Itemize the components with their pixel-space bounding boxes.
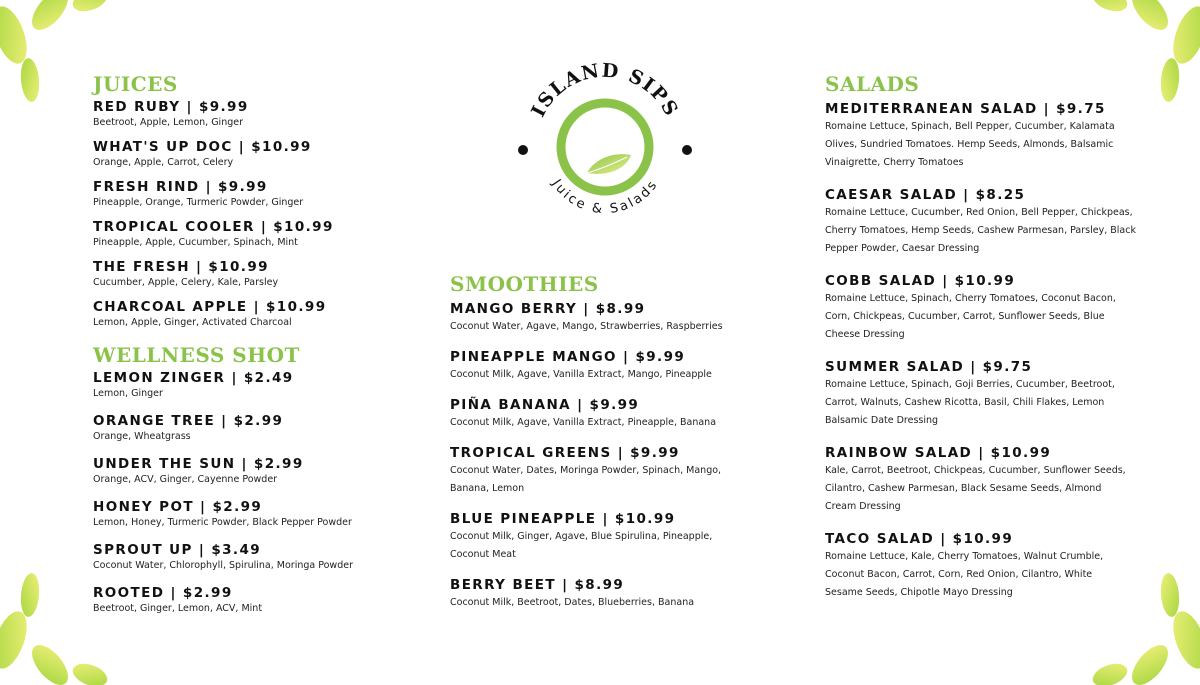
item-desc: Romaine Lettuce, Cucumber, Red Onion, Bell Pepper, Chickpeas, Cherry Tomatoes, Hemp Seeds, Cashew Parmesan, Parsley, Black Pepper Powder, Caesar Dressing xyxy=(825,207,1136,254)
item-desc: Cucumber, Apple, Celery, Kale, Parsley xyxy=(93,277,279,288)
menu-item-shot xyxy=(93,541,423,572)
logo-tagline: Juice & Salads xyxy=(548,176,662,218)
item-name: ORANGE TREE | $2.99 xyxy=(93,413,284,429)
item-desc: Romaine Lettuce, Spinach, Goji Berries, Cucumber, Beetroot, Carrot, Walnuts, Cashew Ricotta, Basil, Chili Flakes, Lemon Balsamic Date Dressing xyxy=(825,379,1115,426)
menu-item-juice xyxy=(93,98,423,129)
item-desc: Coconut Milk, Agave, Vanilla Extract, Mango, Pineapple xyxy=(450,369,712,380)
item-name: WHAT'S UP DOC | $10.99 xyxy=(93,139,312,155)
menu-item-smoothie xyxy=(450,576,790,612)
item-desc: Romaine Lettuce, Spinach, Cherry Tomatoes, Coconut Bacon, Corn, Chickpeas, Cucumber, Carrot, Sunflower Seeds, Blue Cheese Dressing xyxy=(825,293,1116,340)
item-desc: Orange, Apple, Carrot, Celery xyxy=(93,157,234,168)
item-desc: Coconut Milk, Agave, Vanilla Extract, Pineapple, Banana xyxy=(450,417,717,428)
item-name: TROPICAL GREENS | $9.99 xyxy=(450,445,680,461)
item-name: TACO SALAD | $10.99 xyxy=(825,531,1014,547)
menu-item-juice xyxy=(93,138,423,169)
item-name: SPROUT UP | $3.49 xyxy=(93,542,262,558)
menu-item-juice xyxy=(93,218,423,249)
menu-item-salad xyxy=(825,358,1185,430)
menu-item-salad xyxy=(825,100,1185,172)
salads-title: SALADS xyxy=(825,72,920,96)
menu-item-juice xyxy=(93,298,423,329)
wellness-title: WELLNESS SHOT xyxy=(93,343,300,367)
left-column xyxy=(93,72,423,615)
item-name: UNDER THE SUN | $2.99 xyxy=(93,456,304,472)
menu-item-salad xyxy=(825,530,1185,602)
brand-logo xyxy=(515,55,695,235)
item-desc: Coconut Water, Dates, Moringa Powder, Spinach, Mango, Banana, Lemon xyxy=(450,465,722,494)
item-name: THE FRESH | $10.99 xyxy=(93,259,269,275)
smoothies-title: SMOOTHIES xyxy=(450,272,599,296)
item-desc: Orange, ACV, Ginger, Cayenne Powder xyxy=(93,474,278,485)
item-desc: Kale, Carrot, Beetroot, Chickpeas, Cucumber, Sunflower Seeds, Cilantro, Cashew Parmesan, Black Sesame Seeds, Almond Cream Dressing xyxy=(825,465,1126,512)
menu-item-smoothie xyxy=(450,396,790,432)
item-desc: Coconut Milk, Beetroot, Dates, Blueberries, Banana xyxy=(450,597,695,608)
item-desc: Lemon, Honey, Turmeric Powder, Black Pepper Powder xyxy=(93,517,352,528)
item-desc: Lemon, Ginger xyxy=(93,388,163,399)
item-desc: Beetroot, Ginger, Lemon, ACV, Mint xyxy=(93,603,263,614)
menu-item-shot xyxy=(93,498,423,529)
item-desc: Beetroot, Apple, Lemon, Ginger xyxy=(93,117,244,128)
item-name: BERRY BEET | $8.99 xyxy=(450,577,625,593)
menu-item-smoothie xyxy=(450,510,790,564)
item-desc: Coconut Milk, Ginger, Agave, Blue Spirulina, Pineapple, Coconut Meat xyxy=(450,531,713,560)
item-desc: Orange, Wheatgrass xyxy=(93,431,191,442)
menu-item-salad xyxy=(825,444,1185,516)
item-name: PINEAPPLE MANGO | $9.99 xyxy=(450,349,686,365)
menu-item-shot xyxy=(93,455,423,486)
right-column xyxy=(825,72,1185,602)
item-desc: Pineapple, Orange, Turmeric Powder, Ginger xyxy=(93,197,304,208)
item-name: LEMON ZINGER | $2.49 xyxy=(93,370,294,386)
item-desc: Pineapple, Apple, Cucumber, Spinach, Mint xyxy=(93,237,298,248)
item-name: SUMMER SALAD | $9.75 xyxy=(825,359,1033,375)
item-name: MANGO BERRY | $8.99 xyxy=(450,301,646,317)
item-name: CHARCOAL APPLE | $10.99 xyxy=(93,299,327,315)
menu-item-smoothie xyxy=(450,348,790,384)
item-desc: Lemon, Apple, Ginger, Activated Charcoal xyxy=(93,317,292,328)
item-name: RED RUBY | $9.99 xyxy=(93,99,249,115)
item-name: BLUE PINEAPPLE | $10.99 xyxy=(450,511,676,527)
menu-item-salad xyxy=(825,272,1185,344)
menu-item-shot xyxy=(93,412,423,443)
item-name: FRESH RIND | $9.99 xyxy=(93,179,268,195)
logo-brand-name: ISLAND SIPS xyxy=(527,59,683,121)
menu-item-shot xyxy=(93,584,423,615)
item-name: PIÑA BANANA | $9.99 xyxy=(450,397,640,413)
item-name: RAINBOW SALAD | $10.99 xyxy=(825,445,1052,461)
item-desc: Romaine Lettuce, Spinach, Bell Pepper, Cucumber, Kalamata Olives, Sundried Tomatoes. Hemp Seeds, Almonds, Balsamic Vinaigrette, Cherry Tomatoes xyxy=(825,121,1115,168)
item-name: HONEY POT | $2.99 xyxy=(93,499,263,515)
item-name: MEDITERRANEAN SALAD | $9.75 xyxy=(825,101,1106,117)
item-name: COBB SALAD | $10.99 xyxy=(825,273,1016,289)
item-desc: Romaine Lettuce, Kale, Cherry Tomatoes, Walnut Crumble, Coconut Bacon, Carrot, Corn, Red Onion, Cilantro, White Sesame Seeds, Chipotle Mayo Dressing xyxy=(825,551,1104,598)
item-name: ROOTED | $2.99 xyxy=(93,585,233,601)
menu-item-smoothie xyxy=(450,444,790,498)
item-desc: Coconut Water, Agave, Mango, Strawberries, Raspberries xyxy=(450,321,723,332)
menu-item-juice xyxy=(93,178,423,209)
menu-item-juice xyxy=(93,258,423,289)
menu-item-shot xyxy=(93,369,423,400)
item-desc: Coconut Water, Chlorophyll, Spirulina, Moringa Powder xyxy=(93,560,353,571)
menu-item-salad xyxy=(825,186,1185,258)
middle-column xyxy=(450,272,790,612)
juices-title: JUICES xyxy=(93,72,178,96)
item-name: CAESAR SALAD | $8.25 xyxy=(825,187,1026,203)
item-name: TROPICAL COOLER | $10.99 xyxy=(93,219,334,235)
menu-item-smoothie xyxy=(450,300,790,336)
